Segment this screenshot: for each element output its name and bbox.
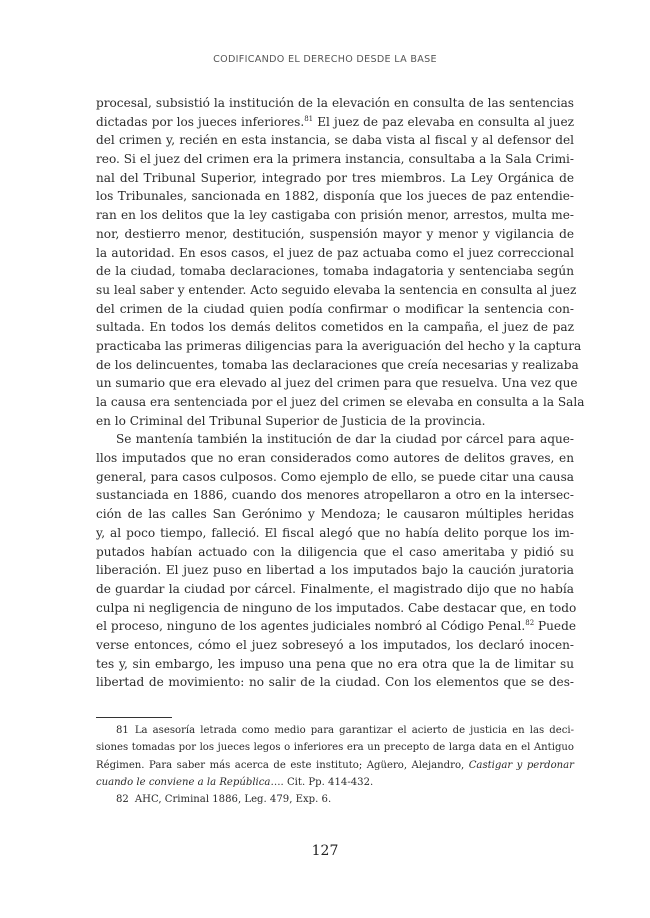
text-line: libertad de movimiento: no salir de la ciudad. Con los elementos que se des- [96, 675, 574, 690]
text-line: sustanciada en 1886, cuando dos menores atropellaron a otro en la intersec- [96, 488, 574, 503]
footnote-number: 82 [116, 794, 129, 806]
text-line: ción de las calles San Gerónimo y Mendoza; le causaron múltiples heridas [96, 507, 574, 522]
text-line: liberación. El juez puso en libertad a los imputados bajo la caución juratoria [96, 563, 574, 578]
page-number: 127 [311, 843, 339, 859]
text-line: del crimen y, recién en esta instancia, se daba vista al fiscal y al defensor del [96, 133, 574, 148]
footnote-line: siones tomadas por los jueces legos o inferiores era un precepto de larga data en el Antiguo [96, 742, 574, 754]
footnote-line: 81 La asesoría letrada como medio para garantizar el acierto de justicia en las deci- [116, 725, 574, 736]
text-line: en lo Criminal del Tribunal Superior de Justicia de la provincia. [96, 413, 486, 428]
cited-title: cuando le conviene a la República [96, 776, 271, 788]
footnotes [96, 722, 574, 808]
footnote-line: Régimen. Para saber más acerca de este instituto; Agüero, Alejandro, Castigar y perdonar [96, 759, 574, 771]
text-line: el proceso, ninguno de los agentes judiciales nombró al Código Penal.$^{82}$ Puede [96, 619, 576, 634]
text-line: sultada. En todos los demás delitos cometidos en la campaña, el juez de paz [96, 320, 574, 335]
paragraph-1 [96, 94, 585, 430]
text-line: llos imputados que no eran considerados como autores de delitos graves, en [96, 451, 574, 466]
text-line: de guardar la ciudad por cárcel. Finalmente, el magistrado dijo que no había [96, 581, 574, 596]
footnote-line: cuando le conviene a la República…. Cit. Pp. 414-432. [96, 776, 374, 788]
text-line: de los delincuentes, tomaba las declaraciones que creía necesarias y realizaba [96, 357, 579, 372]
text-line: general, para casos culposos. Como ejemplo de ello, se puede citar una causa [96, 469, 574, 484]
text-line: reo. Si el juez del crimen era la primera instancia, consultaba a la Sala Crimi- [96, 152, 574, 167]
text-line: verse entonces, cómo el juez sobreseyó a los imputados, los declaró inocen- [96, 637, 574, 652]
footnote-ref-82[interactable]: 82 [525, 619, 535, 628]
cited-title: Castigar y perdonar [468, 759, 574, 771]
text-line: ran en los delitos que la ley castigaba con prisión menor, arrestos, multa me- [96, 208, 574, 223]
text-line: culpa ni negligencia de ninguno de los imputados. Cabe destacar que, en todo [96, 600, 577, 615]
text-line: y, al poco tiempo, falleció. El fiscal alegó que no había delito porque los im- [96, 525, 574, 540]
text-line: Se mantenía también la institución de dar la ciudad por cárcel para aque- [116, 432, 574, 447]
text-line: practicaba las primeras diligencias para la averiguación del hecho y la captura [96, 338, 582, 353]
footnote-line: 82 AHC, Criminal 1886, Leg. 479, Exp. 6. [116, 794, 332, 806]
text-line: nal del Tribunal Superior, integrado por tres miembros. La Ley Orgánica de [96, 170, 574, 185]
footnote-ref-81[interactable]: 81 [304, 114, 314, 123]
text-line: procesal, subsistió la institución de la elevación en consulta de las sentencias [96, 96, 574, 110]
text-line: la causa era sentenciada por el juez del crimen se elevaba en consulta a la Sala [96, 395, 585, 409]
text-line: su leal saber y entender. Acto seguido elevaba la sentencia en consulta al juez [96, 282, 577, 297]
text-line: los Tribunales, sancionada en 1882, disponía que los jueces de paz entendie- [96, 189, 574, 204]
footnote-81 [96, 722, 574, 791]
footnote-82 [96, 791, 574, 808]
running-head: CODIFICANDO EL DERECHO DESDE LA BASE [213, 54, 437, 65]
text-line: la autoridad. En esos casos, el juez de paz actuaba como el juez correccional [96, 245, 574, 260]
text-line: putados habían actuado con la diligencia que el caso ameritaba y pidió su [96, 544, 574, 559]
footnote-separator [96, 717, 172, 718]
text-line: del crimen de la ciudad quien podía confirmar o modificar la sentencia con- [96, 301, 574, 316]
text-line: tes y, sin embargo, les impuso una pena que no era otra que la de limitar su [96, 656, 574, 671]
text-line: de la ciudad, tomaba declaraciones, tomaba indagatoria y sentenciaba según [96, 264, 574, 279]
footnote-number: 81 [116, 725, 129, 736]
text-line: nor, destierro menor, destitución, suspensión mayor y menor y vigilancia de [96, 226, 574, 241]
paragraph-2 [96, 430, 577, 692]
body-text [96, 94, 585, 692]
text-line: dictadas por los jueces inferiores.$^{81}$ El juez de paz elevaba en consulta al juez [96, 114, 574, 129]
text-line: un sumario que era elevado al juez del crimen para que resuelva. Una vez que [96, 376, 578, 391]
